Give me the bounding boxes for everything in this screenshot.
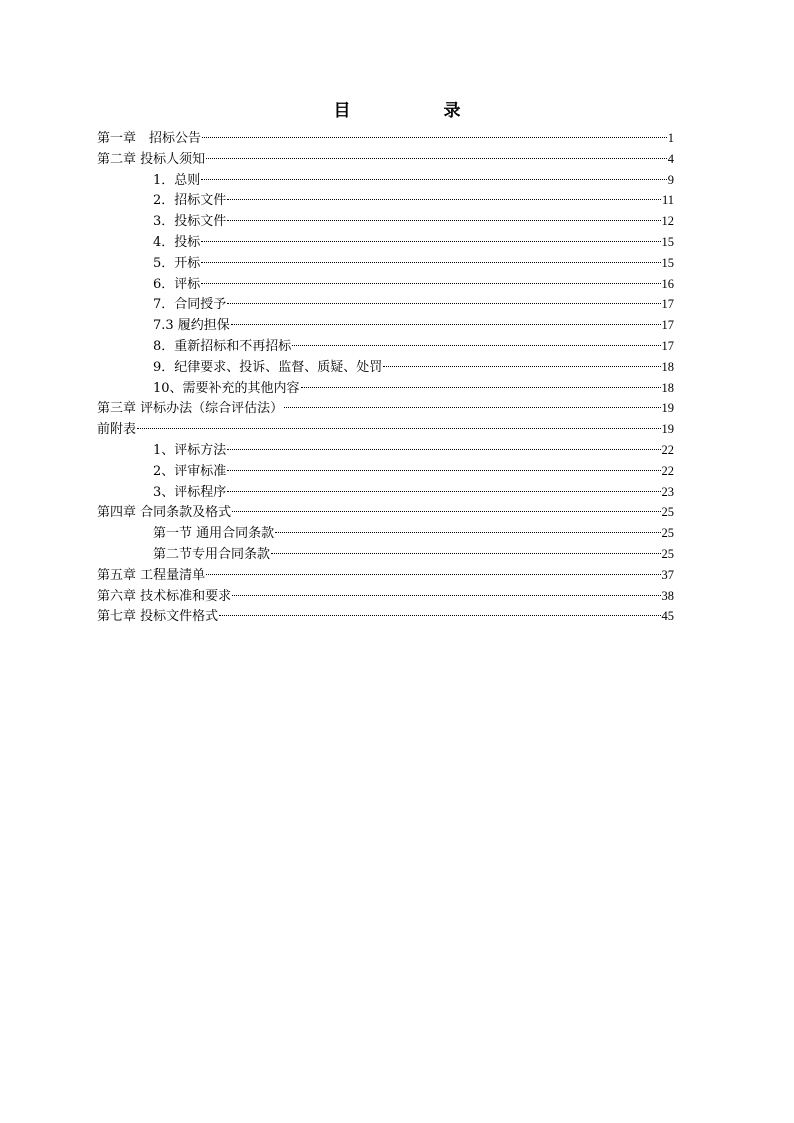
toc-entry-label: 第一节 通用合同条款: [153, 526, 275, 542]
toc-entry-label: 2．招标文件: [153, 193, 227, 209]
toc-dot-leader: [383, 366, 660, 367]
toc-entry[interactable]: [97, 274, 674, 295]
toc-page-number: 22: [661, 463, 674, 478]
toc-dot-leader: [227, 220, 660, 221]
toc-entry[interactable]: [97, 170, 674, 191]
toc-dot-leader: [275, 532, 660, 533]
toc-page-number: 17: [661, 297, 674, 312]
toc-entry-label: 第二节专用合同条款: [153, 546, 271, 562]
toc-entry-label: 第七章 投标文件格式: [97, 609, 219, 625]
toc-dot-leader: [137, 428, 660, 429]
toc-page-number: 22: [661, 442, 674, 457]
toc-entry[interactable]: [97, 461, 674, 482]
toc-dot-leader: [201, 241, 660, 242]
toc-page-number: 15: [661, 234, 674, 249]
toc-page-number: 18: [661, 380, 674, 395]
toc-entry-label: 8．重新招标和不再招标: [153, 338, 292, 354]
toc-page-number: 25: [661, 546, 674, 561]
toc-entry[interactable]: [97, 502, 674, 523]
toc-entry-label: 3．投标文件: [153, 214, 227, 230]
toc-entry-label: 第四章 合同条款及格式: [97, 505, 232, 521]
toc-dot-leader: [227, 449, 660, 450]
toc-entry-label: 9．纪律要求、投诉、监督、质疑、处罚: [153, 359, 383, 375]
toc-entry-label: 4．投标: [153, 234, 201, 250]
toc-entry[interactable]: [97, 440, 674, 461]
toc-entry[interactable]: [97, 378, 674, 399]
toc-dot-leader: [232, 595, 660, 596]
toc-entry[interactable]: [97, 128, 674, 149]
toc-page-number: 25: [661, 526, 674, 541]
toc-entry[interactable]: [97, 232, 674, 253]
toc-entry-label: 7.3 履约担保: [153, 318, 230, 334]
toc-dot-leader: [219, 615, 660, 616]
toc-page-number: 25: [661, 505, 674, 520]
toc-entry[interactable]: [97, 211, 674, 232]
toc-page-number: 16: [661, 276, 674, 291]
toc-entry-label: 第六章 技术标准和要求: [97, 588, 232, 604]
toc-entry-label: 前附表: [97, 422, 137, 438]
toc-page-number: 15: [661, 255, 674, 270]
toc-page-number: 9: [667, 172, 674, 187]
toc-entry[interactable]: [97, 253, 674, 274]
toc-dot-leader: [206, 158, 667, 159]
toc-entry[interactable]: [97, 398, 674, 419]
toc-dot-leader: [231, 324, 661, 325]
toc-page-number: 19: [661, 422, 674, 437]
page-title: 目 录: [333, 101, 499, 121]
toc-page-number: 45: [661, 609, 674, 624]
toc-entry-label: 5．开标: [153, 255, 201, 271]
toc-entry-label: 2、评审标准: [153, 463, 227, 479]
toc-dot-leader: [301, 387, 661, 388]
toc-entry-label: 第五章 工程量清单: [97, 567, 206, 583]
toc-page-number: 1: [667, 131, 674, 145]
toc-page-number: 38: [661, 588, 674, 603]
toc-entry-label: 10、需要补充的其他内容: [153, 380, 300, 396]
toc-entry[interactable]: [97, 294, 674, 315]
toc-entry[interactable]: [97, 357, 674, 378]
toc-entry[interactable]: [97, 190, 674, 211]
toc-page-number: 4: [667, 151, 674, 166]
toc-dot-leader: [271, 553, 660, 554]
toc-entry[interactable]: [97, 606, 674, 627]
toc-page-number: 18: [661, 359, 674, 374]
toc-entry-label: 7．合同授予: [153, 297, 227, 313]
toc-entry[interactable]: [97, 586, 674, 607]
toc-dot-leader: [227, 470, 660, 471]
toc-page-number: 17: [661, 338, 674, 353]
table-of-contents: [97, 128, 674, 627]
toc-dot-leader: [227, 303, 660, 304]
toc-entry-label: 3、评标程序: [153, 484, 227, 500]
toc-dot-leader: [227, 199, 661, 200]
toc-dot-leader: [201, 179, 666, 180]
toc-entry[interactable]: [97, 315, 674, 336]
toc-entry-label: 第二章 投标人须知: [97, 151, 206, 167]
toc-dot-leader: [232, 511, 660, 512]
toc-page-number: 23: [661, 484, 674, 499]
toc-page-number: 37: [661, 567, 674, 582]
toc-entry-label: 第一章 招标公告: [97, 131, 202, 146]
toc-entry-label: 第三章 评标办法（综合评估法）: [97, 401, 284, 417]
toc-page-number: 17: [661, 318, 674, 333]
toc-entry-label: 1、评标方法: [153, 442, 227, 458]
toc-entry[interactable]: [97, 544, 674, 565]
toc-entry-label: 6．评标: [153, 276, 201, 292]
toc-dot-leader: [206, 574, 660, 575]
toc-dot-leader: [284, 407, 660, 408]
toc-entry[interactable]: [97, 336, 674, 357]
toc-entry[interactable]: [97, 419, 674, 440]
toc-page-number: 19: [661, 401, 674, 416]
toc-entry[interactable]: [97, 149, 674, 170]
toc-dot-leader: [292, 345, 660, 346]
toc-page-number: 11: [661, 193, 674, 208]
toc-entry[interactable]: [97, 523, 674, 544]
toc-dot-leader: [201, 262, 660, 263]
toc-dot-leader: [201, 283, 660, 284]
toc-entry-label: 1．总则: [153, 172, 201, 188]
toc-entry[interactable]: [97, 565, 674, 586]
toc-dot-leader: [202, 137, 667, 138]
toc-entry[interactable]: [97, 482, 674, 503]
toc-dot-leader: [227, 491, 660, 492]
toc-page-number: 12: [661, 214, 674, 229]
